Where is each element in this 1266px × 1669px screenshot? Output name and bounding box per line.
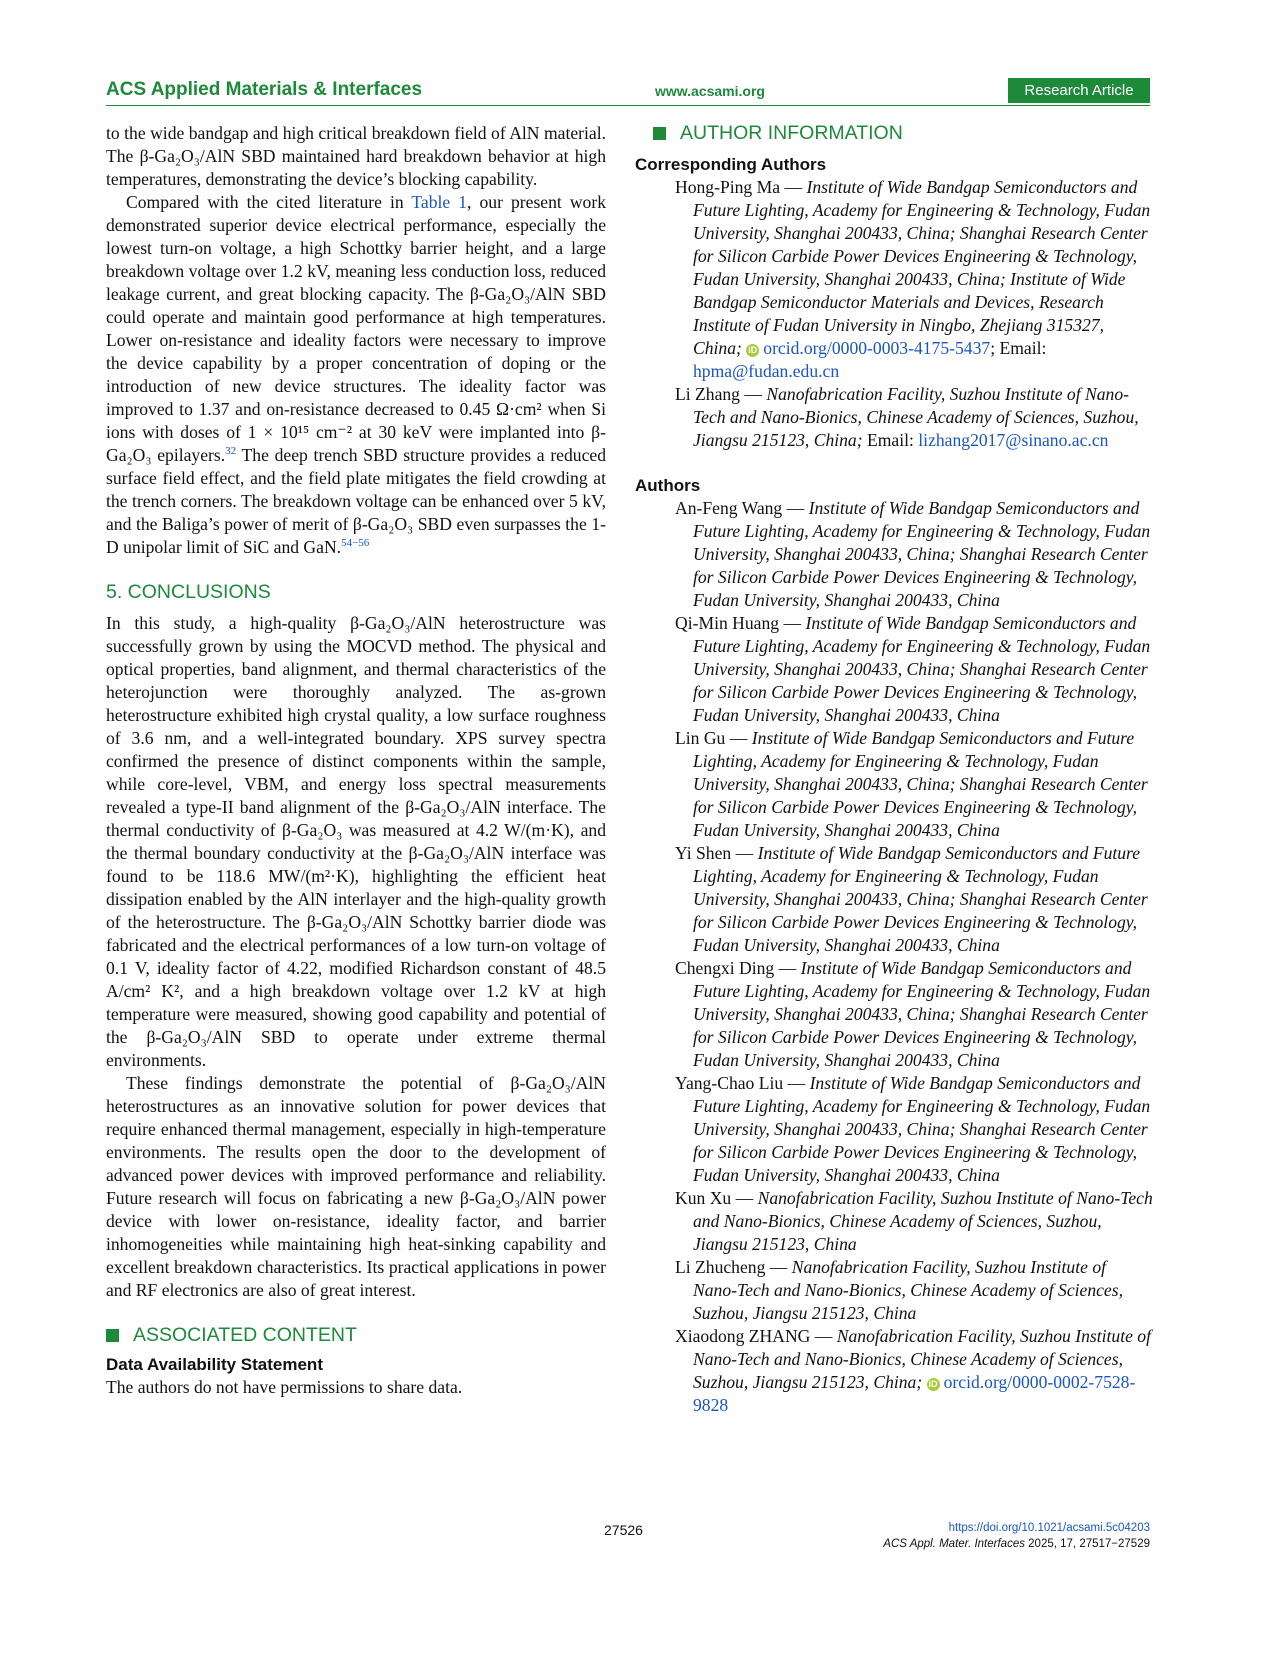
right-column — [635, 122, 1153, 1417]
dash: — — [774, 958, 801, 978]
author-entry — [653, 957, 1153, 1072]
author-name: Qi-Min Huang — [675, 613, 780, 633]
citation-journal: ACS Appl. Mater. Interfaces — [883, 1538, 1025, 1550]
authors-heading: Authors — [635, 476, 701, 495]
page-number: 27526 — [604, 1522, 643, 1538]
author-entry — [653, 383, 1153, 452]
author-entry — [653, 176, 1153, 383]
conclusions-heading: 5. CONCLUSIONS — [106, 581, 271, 603]
author-name: Kun Xu — [675, 1188, 732, 1208]
dash: — — [731, 843, 758, 863]
text: Compared with the cited literature in — [126, 192, 412, 212]
ref-link[interactable]: 32 — [225, 445, 237, 458]
author-entry — [653, 1072, 1153, 1187]
author-affiliation: Nanofabrication Facility, Suzhou Institute of Nano-Tech and Nano-Bionics, Chinese Academy of Sciences, Suzhou, Jiangsu 215123, China — [693, 1257, 1123, 1323]
citation — [883, 1538, 1150, 1550]
author-name: An-Feng Wang — [675, 498, 783, 518]
doi-link[interactable]: https://doi.org/10.1021/acsami.5c04203 — [948, 1522, 1150, 1534]
author-affiliation: Institute of Wide Bandgap Semiconductors and Future Lighting, Academy for Engineering & Technology, Fudan University, Shanghai 200433, China; Shanghai Research Center for Silicon Carbide Power Devices Engineering & Technology, Fudan University, Shanghai 200433, China — [693, 1073, 1151, 1185]
author-affiliation: Nanofabrication Facility, Suzhou Institute of Nano-Tech and Nano-Bionics, Chinese Academy of Sciences, Suzhou, Jiangsu 215123, China; — [693, 384, 1139, 450]
author-name: Yang-Chao Liu — [675, 1073, 784, 1093]
author-affiliation: Nanofabrication Facility, Suzhou Institute of Nano-Tech and Nano-Bionics, Chinese Academy of Sciences, Suzhou, Jiangsu 215123, China; — [693, 1326, 1151, 1392]
author-entry — [653, 497, 1153, 612]
orcid-icon: iD — [928, 1379, 938, 1389]
author-name: Li Zhucheng — [675, 1257, 766, 1277]
table-1-link[interactable]: Table 1 — [411, 192, 468, 212]
author-entry — [653, 612, 1153, 727]
associated-content-heading — [106, 1324, 606, 1347]
author-entry — [653, 1325, 1153, 1417]
text: The deep trench SBD structure provides a reduced surface field effect, and the field plate mitigates the field crowding at the trench corners. The breakdown voltage can be enhanced over 5 kV, and the Baliga’s power of merit of β-Ga₂O₃ SBD even surpasses the 1-D unipolar limit of SiC and GaN. — [106, 445, 606, 557]
dash: — — [779, 613, 806, 633]
left-column — [106, 122, 606, 1399]
dash: — — [731, 1188, 758, 1208]
section-square-icon — [106, 1329, 119, 1342]
orcid-icon: iD — [748, 345, 758, 355]
email-link[interactable]: lizhang2017@sinano.ac.cn — [918, 430, 1109, 450]
dash: — — [780, 177, 807, 197]
header-rule — [106, 105, 1150, 106]
page-header — [0, 78, 1266, 104]
paragraph: In this study, a high-quality β-Ga₂O₃/AlN heterostructure was successfully grown by using the MOCVD method. The physical and optical properties, band alignment, and thermal characteristics of the heterojunction were thoroughly analyzed. The as-grown heterostructure exhibited high crystal quality, a low surface roughness of 3.6 nm, and a well-integrated boundary. XPS survey spectra confirmed the presence of distinct components within the sample, while core-level, VBM, and energy loss spectral measurements revealed a type-II band alignment of the β-Ga₂O₃/AlN interface. The thermal conductivity of β-Ga₂O₃ was measured at 4.2 W/(m·K), and the thermal boundary conductivity at the β-Ga₂O₃/AlN interface was found to be 118.6 MW/(m²·K), highlighting the efficient heat dissipation enabled by the AlN interlayer and the high-quality growth of the heterostructure. The β-Ga₂O₃/AlN Schottky barrier diode was fabricated and the electrical performances of a low turn-on voltage of 0.1 V, ideality factor of 4.22, modified Richardson constant of 48.5 A/cm² K², and a high breakdown voltage over 1.2 kV at high temperature were measured, showing good capability and potential of the β-Ga₂O₃/AlN SBD to operate under extreme thermal environments. — [106, 613, 606, 1070]
paragraph: to the wide bandgap and high critical breakdown field of AlN material. The β-Ga₂O₃/AlN SBD maintained hard breakdown behavior at high temperatures, demonstrating the device’s blocking capability. — [106, 123, 606, 189]
author-affiliation: Institute of Wide Bandgap Semiconductors and Future Lighting, Academy for Engineering & Technology, Fudan University, Shanghai 200433, China; Shanghai Research Center for Silicon Carbide Power Devices Engineering & Technology, Fudan University, Shanghai 200433, China — [693, 728, 1148, 840]
email-label: ; Email: — [990, 338, 1047, 358]
author-name: Hong-Ping Ma — [675, 177, 781, 197]
heading-text: ASSOCIATED CONTENT — [133, 1324, 357, 1346]
author-affiliation: Institute of Wide Bandgap Semiconductors and Future Lighting, Academy for Engineering & Technology, Fudan University, Shanghai 200433, China; Shanghai Research Center for Silicon Carbide Power Devices Engineering & Technology, Fudan University, Shanghai 200433, China — [693, 958, 1151, 1070]
author-entry — [653, 1256, 1153, 1325]
text: , our present work demonstrated superior device electrical performance, especially the lowest turn-on voltage, a high Schottky barrier height, and a large breakdown voltage over 1.2 kV, meaning less conduction loss, reduced leakage current, and great blocking capacity. The β-Ga₂O₃/AlN SBD could operate and maintain good performance at high temperatures. Lower on-resistance and ideality factors were necessary to improve the device capability by a proper concentration of doping or the introduction of new device structures. The ideality factor was improved to 1.37 and on-resistance decreased to 0.45 Ω·cm² when Si ions with doses of 1 × 10¹⁵ cm⁻² at 30 keV were implanted into β-Ga₂O₃ epilayers. — [106, 192, 606, 465]
author-affiliation: Institute of Wide Bandgap Semiconductors and Future Lighting, Academy for Engineering & Technology, Fudan University, Shanghai 200433, China; Shanghai Research Center for Silicon Carbide Power Devices Engineering & Technology, Fudan University, Shanghai 200433, China — [693, 843, 1148, 955]
journal-url[interactable]: www.acsami.org — [655, 83, 765, 99]
author-name: Chengxi Ding — [675, 958, 775, 978]
corresponding-authors-heading: Corresponding Authors — [635, 155, 827, 174]
author-affiliation: Institute of Wide Bandgap Semiconductors and Future Lighting, Academy for Engineering & Technology, Fudan University, Shanghai 200433, China; Shanghai Research Center for Silicon Carbide Power Devices Engineering & Technology, Fudan University, Shanghai 200433, China; Institute of Wide Bandgap Semiconductor Materials and Devices, Research Institute of Fudan University in Ningbo, Zhejiang 315327, China; — [693, 177, 1151, 358]
journal-name[interactable]: ACS Applied Materials & Interfaces — [106, 79, 423, 100]
dash: — — [765, 1257, 792, 1277]
author-affiliation: Nanofabrication Facility, Suzhou Institute of Nano-Tech and Nano-Bionics, Chinese Academy of Sciences, Suzhou, Jiangsu 215123, China — [693, 1188, 1153, 1254]
heading-text: AUTHOR INFORMATION — [680, 122, 903, 144]
author-name: Yi Shen — [675, 843, 732, 863]
paragraph — [106, 191, 606, 559]
citation-details: 2025, 17, 27517−27529 — [1024, 1538, 1150, 1550]
orcid-link[interactable]: orcid.org/0000-0002-7528-9828 — [693, 1372, 1136, 1415]
author-name: Lin Gu — [675, 728, 726, 748]
dash: — — [810, 1326, 837, 1346]
author-information-heading — [653, 122, 1153, 145]
author-name: Li Zhang — [675, 384, 740, 404]
dash: — — [725, 728, 752, 748]
data-availability-heading: Data Availability Statement — [106, 1355, 323, 1374]
paragraph: These findings demonstrate the potential of β-Ga₂O₃/AlN heterostructures as an innovative solution for power devices that require enhanced thermal management, especially in high-temperature environments. The results open the door to the development of advanced power devices with improved performance and reliability. Future research will focus on fabricating a new β-Ga₂O₃/AlN power device with lower on-resistance, ideality factor, and barrier inhomogeneities while maintaining high heat-sinking capability and excellent breakdown characteristics. Its practical applications in power and RF electronics are also of great interest. — [106, 1073, 606, 1300]
section-square-icon — [653, 127, 666, 140]
paragraph: The authors do not have permissions to share data. — [106, 1377, 463, 1397]
article-type-badge: Research Article — [1008, 78, 1150, 103]
author-entry — [653, 727, 1153, 842]
author-entry — [653, 842, 1153, 957]
author-affiliation: Institute of Wide Bandgap Semiconductors and Future Lighting, Academy for Engineering & Technology, Fudan University, Shanghai 200433, China; Shanghai Research Center for Silicon Carbide Power Devices Engineering & Technology, Fudan University, Shanghai 200433, China — [693, 498, 1151, 610]
ref-link[interactable]: 54−56 — [341, 537, 370, 550]
dash: — — [782, 498, 809, 518]
email-link[interactable]: hpma@fudan.edu.cn — [693, 361, 840, 381]
author-affiliation: Institute of Wide Bandgap Semiconductors and Future Lighting, Academy for Engineering & Technology, Fudan University, Shanghai 200433, China; Shanghai Research Center for Silicon Carbide Power Devices Engineering & Technology, Fudan University, Shanghai 200433, China — [693, 613, 1151, 725]
author-entry — [653, 1187, 1153, 1256]
dash: — — [739, 384, 767, 404]
email-label: Email: — [862, 430, 919, 450]
orcid-link[interactable]: orcid.org/0000-0003-4175-5437 — [763, 338, 991, 358]
author-name: Xiaodong ZHANG — [675, 1326, 811, 1346]
dash: — — [783, 1073, 810, 1093]
